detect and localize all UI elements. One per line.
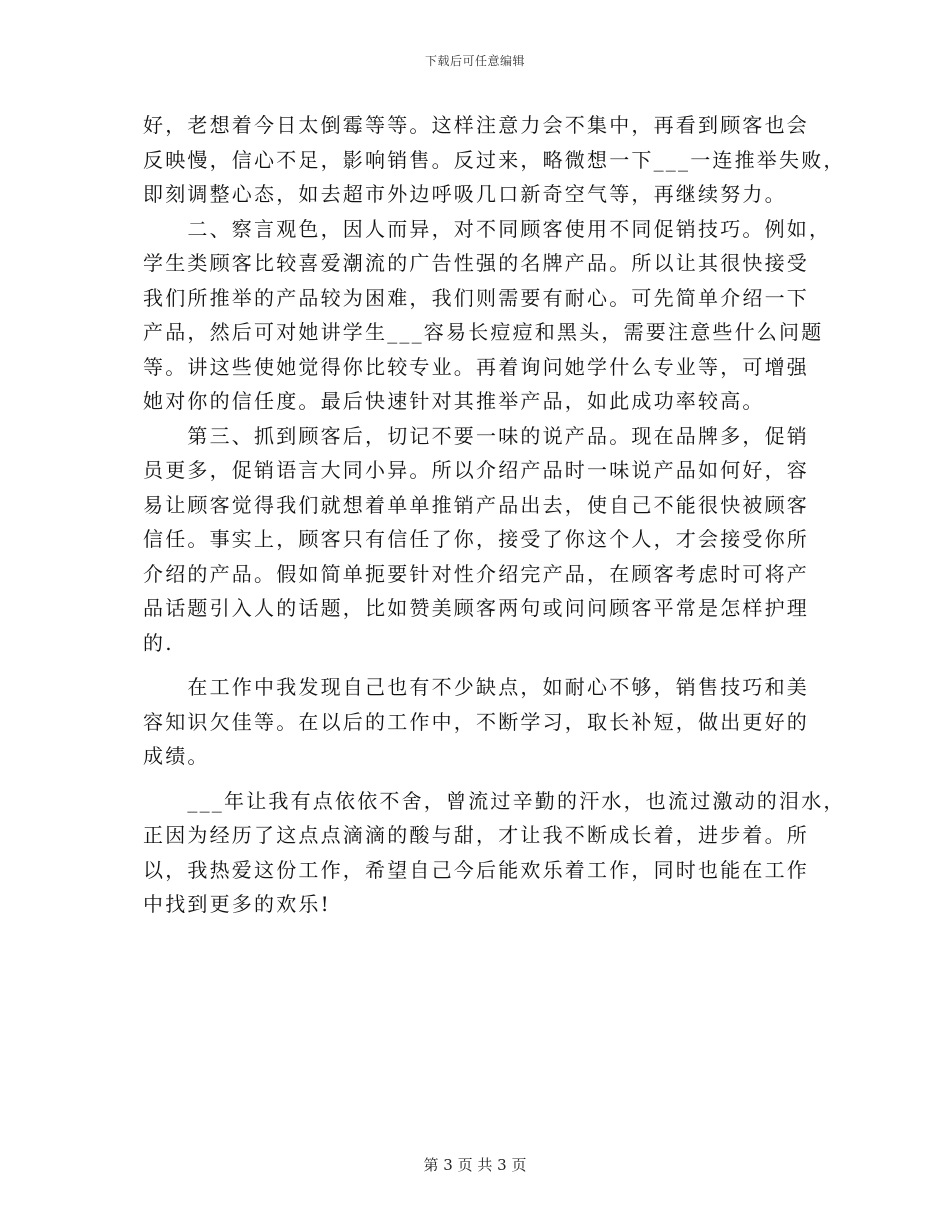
text-line: 正因为经历了这点点滴滴的酸与甜，才让我不断成长着，进步着。所 xyxy=(143,823,809,847)
page-header: 下载后可任意编辑 xyxy=(424,54,525,68)
text-line: 介绍的产品。假如简单扼要针对性介绍完产品，在顾客考虑时可将产 xyxy=(143,561,809,586)
paragraph xyxy=(143,419,808,661)
page-footer: 第 3 页 共 3 页 xyxy=(423,1156,527,1174)
text-line: ___年让我有点依依不舍，曾流过辛勤的汗水，也流过激动的泪水， xyxy=(143,788,846,813)
text-line: 的. xyxy=(143,630,174,655)
document-body xyxy=(143,108,846,922)
text-line: 她对你的信任度。最后快速针对其推举产品，如此成功率较高。 xyxy=(143,389,765,413)
paragraph-spacer xyxy=(143,660,808,670)
text-line: 反映慢，信心不足，影响销售。反过来，略微想一下___一连推举失败， xyxy=(143,147,846,172)
text-line: 在工作中我发现自己也有不少缺点，如耐心不够，销售技巧和美 xyxy=(143,675,809,699)
text-line: 等。讲这些使她觉得你比较专业。再着询问她学什么专业等，可增强 xyxy=(143,354,809,379)
paragraph-spacer xyxy=(143,774,808,784)
text-line: 产品，然后可对她讲学生___容易长痘痘和黑头，需要注意些什么问题 xyxy=(143,320,824,344)
text-line: 好，老想着今日太倒霉等等。这样注意力会不集中，再看到顾客也会 xyxy=(143,113,809,137)
paragraph xyxy=(143,212,832,419)
text-line: 学生类顾客比较喜爱潮流的广告性强的名牌产品。所以让其很快接受 xyxy=(143,251,809,275)
text-line: 即刻调整心态，如去超市外边呼吸几口新奇空气等，再继续努力。 xyxy=(143,182,787,206)
text-line: 容知识欠佳等。在以后的工作中，不断学习，取长补短，做出更好的 xyxy=(143,709,809,734)
text-line: 二、察言观色，因人而异，对不同顾客使用不同促销技巧。例如， xyxy=(143,216,832,241)
paragraph xyxy=(143,670,808,774)
text-line: 品话题引入人的话题，比如赞美顾客两句或问问顾客平常是怎样护理 xyxy=(143,596,809,620)
text-line: 第三、抓到顾客后，切记不要一味的说产品。现在品牌多，促销 xyxy=(143,423,809,448)
text-line: 以，我热爱这份工作，希望自己今后能欢乐着工作，同时也能在工作 xyxy=(143,857,809,882)
text-line: 员更多，促销语言大同小异。所以介绍产品时一味说产品如何好，容 xyxy=(143,458,809,482)
paragraph xyxy=(143,784,846,922)
text-line: 我们所推举的产品较为困难，我们则需要有耐心。可先简单介绍一下 xyxy=(143,285,809,310)
text-line: 信任。事实上，顾客只有信任了你，接受了你这个人，才会接受你所 xyxy=(143,527,809,551)
text-line: 易让顾客觉得我们就想着单单推销产品出去，使自己不能很快被顾客 xyxy=(143,492,809,517)
text-line: 中找到更多的欢乐! xyxy=(143,892,331,916)
paragraph xyxy=(143,108,846,212)
text-line: 成绩。 xyxy=(143,744,210,768)
